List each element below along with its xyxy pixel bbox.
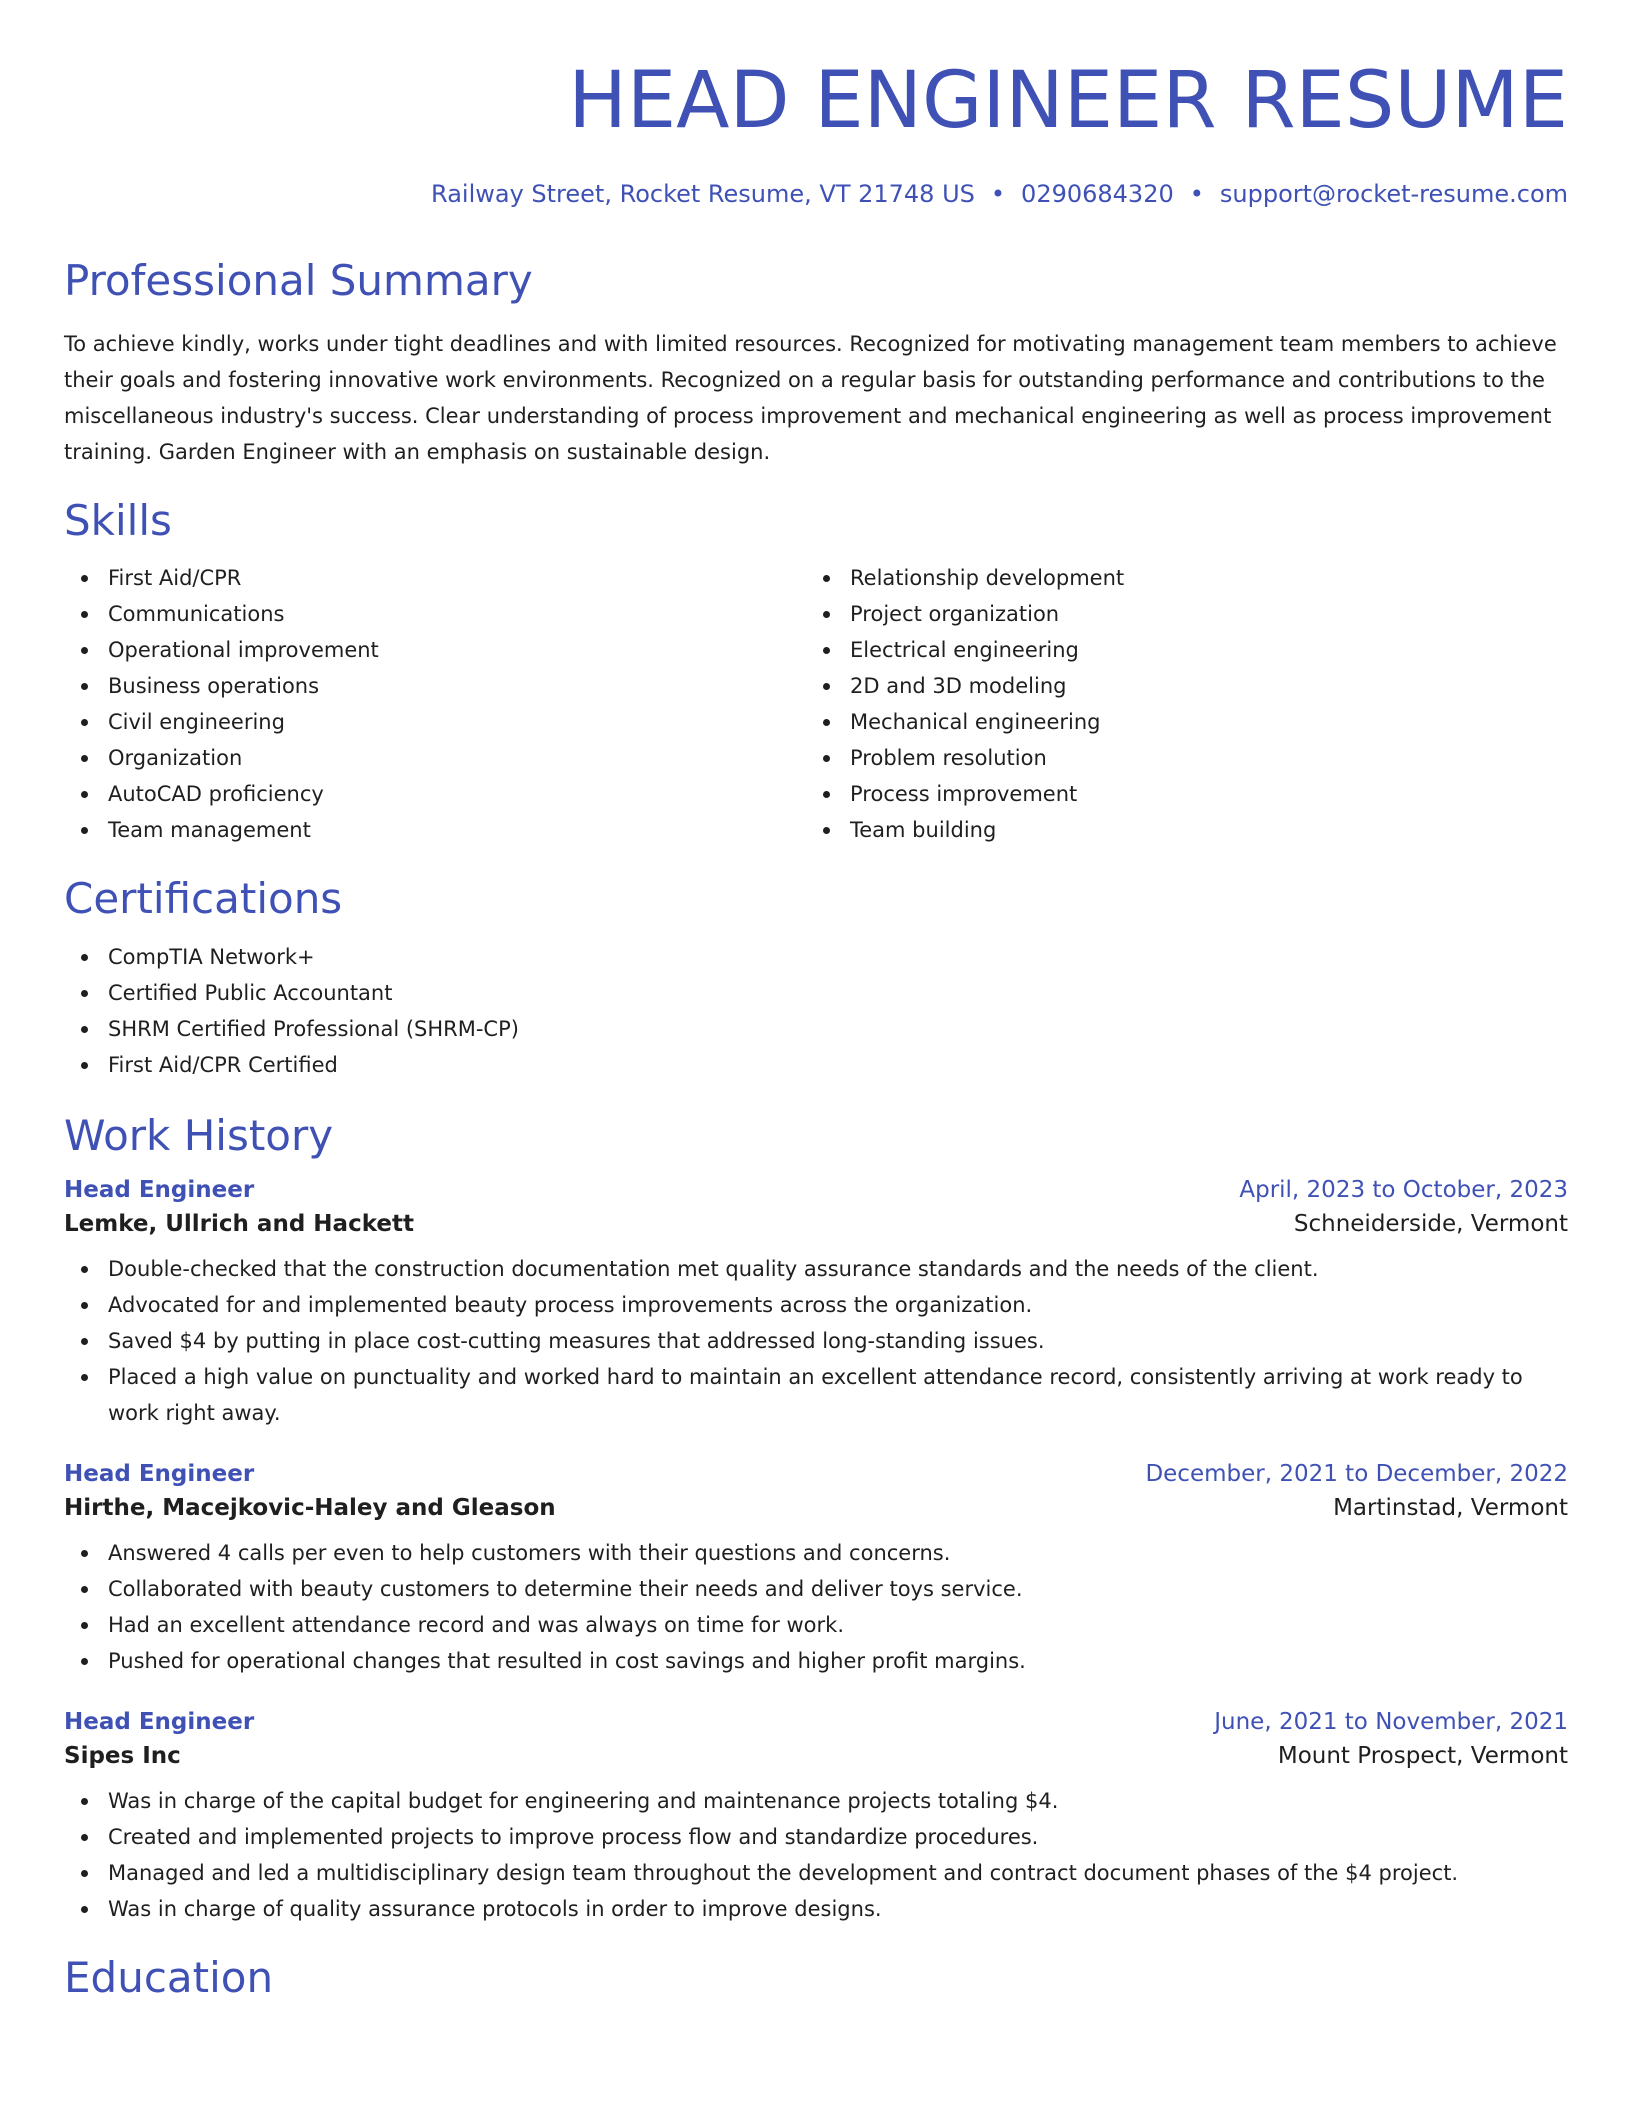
job-title: Head Engineer: [64, 1460, 255, 1487]
education-heading: Education: [64, 1952, 274, 2002]
summary-section: [64, 258, 1568, 470]
skill-item: AutoCAD proficiency: [64, 776, 806, 812]
contact-separator: •: [990, 180, 1006, 208]
certification-item: SHRM Certified Professional (SHRM-CP): [64, 1011, 1568, 1047]
education-section: [64, 1952, 1568, 2002]
skill-item: Business operations: [64, 668, 806, 704]
job-bullet: Was in charge of the capital budget for engineering and maintenance projects totaling $4.: [64, 1783, 1568, 1819]
job-bullets: [64, 1783, 1568, 1927]
job-bullet: Answered 4 calls per even to help customers with their questions and concerns.: [64, 1535, 1568, 1571]
certification-item: First Aid/CPR Certified: [64, 1047, 1568, 1083]
skill-item: First Aid/CPR: [64, 560, 806, 596]
job-header-row: [64, 1461, 1568, 1487]
certifications-section: [64, 876, 1568, 1082]
skill-item: 2D and 3D modeling: [806, 668, 1548, 704]
job-company-row: [64, 1495, 1568, 1521]
summary-text: To achieve kindly, works under tight deadlines and with limited resources. Recognized for motivating management team members to achieve their goals and fostering innovative work environments. Recognized on a regular basis for outstanding performance and contributions to the miscellaneous industry's success. Clear understanding of process improvement and mechanical engineering as well as process improvement training. Garden Engineer with an emphasis on sustainable design.: [64, 332, 1557, 465]
job-header-row: [64, 1709, 1568, 1735]
work-history-section: [64, 1110, 1568, 1927]
job-bullet: Placed a high value on punctuality and worked hard to maintain an excellent attendance record, consistently arriving at work ready to work right away.: [64, 1359, 1568, 1431]
job-bullet: Pushed for operational changes that resulted in cost savings and higher profit margins.: [64, 1643, 1568, 1679]
skill-item: Team building: [806, 812, 1548, 848]
resume-page: [64, 0, 1568, 2001]
contact-email[interactable]: support@rocket-resume.com: [1219, 180, 1568, 208]
skills-left-list: [64, 560, 806, 848]
job-company: Lemke, Ullrich and Hackett: [64, 1210, 414, 1237]
job-title: Head Engineer: [64, 1708, 255, 1735]
certification-item: CompTIA Network+: [64, 939, 1568, 975]
skill-item: Relationship development: [806, 560, 1548, 596]
contact-address: Railway Street, Rocket Resume, VT 21748 US: [431, 180, 975, 208]
resume-title: HEAD ENGINEER RESUME: [568, 56, 1568, 146]
skills-right-list: [806, 560, 1548, 848]
job-dates: April, 2023 to October, 2023: [1239, 1176, 1568, 1203]
job-bullet: Managed and led a multidisciplinary design team throughout the development and contract document phases of the $4 project.: [64, 1855, 1568, 1891]
skill-item: Process improvement: [806, 776, 1548, 812]
skills-grid: [64, 560, 1568, 848]
summary-heading: Professional Summary: [64, 256, 533, 305]
job-entry: [64, 1709, 1568, 1927]
skills-heading: Skills: [64, 496, 172, 546]
skill-item: Mechanical engineering: [806, 704, 1548, 740]
job-entry: [64, 1461, 1568, 1679]
skills-section: [64, 498, 1568, 848]
skill-item: Organization: [64, 740, 806, 776]
skill-item: Project organization: [806, 596, 1548, 632]
job-bullet: Advocated for and implemented beauty process improvements across the organization.: [64, 1287, 1568, 1323]
job-company: Hirthe, Macejkovic-Haley and Gleason: [64, 1494, 556, 1521]
certifications-list: [64, 939, 1568, 1083]
job-bullet: Was in charge of quality assurance protocols in order to improve designs.: [64, 1891, 1568, 1927]
job-bullets: [64, 1251, 1568, 1431]
skill-item: Team management: [64, 812, 806, 848]
certifications-heading: Certifications: [64, 874, 343, 924]
job-dates: December, 2021 to December, 2022: [1145, 1460, 1568, 1487]
job-bullet: Saved $4 by putting in place cost-cutting measures that addressed long-standing issues.: [64, 1323, 1568, 1359]
jobs-container: [64, 1177, 1568, 1927]
job-title: Head Engineer: [64, 1176, 255, 1203]
contact-phone: 0290684320: [1021, 180, 1174, 208]
job-bullet: Had an excellent attendance record and was always on time for work.: [64, 1607, 1568, 1643]
job-bullet: Collaborated with beauty customers to determine their needs and deliver toys service.: [64, 1571, 1568, 1607]
skill-item: Communications: [64, 596, 806, 632]
job-entry: [64, 1177, 1568, 1431]
contact-separator: •: [1189, 180, 1204, 208]
skill-item: Civil engineering: [64, 704, 806, 740]
job-bullet: Double-checked that the construction documentation met quality assurance standards and the needs of the client.: [64, 1251, 1568, 1287]
job-header-row: [64, 1177, 1568, 1203]
skill-item: Electrical engineering: [806, 632, 1548, 668]
job-company-row: [64, 1211, 1568, 1237]
job-bullets: [64, 1535, 1568, 1679]
job-location: Mount Prospect, Vermont: [1277, 1742, 1568, 1769]
skill-item: Operational improvement: [64, 632, 806, 668]
job-company: Sipes Inc: [64, 1742, 181, 1769]
job-dates: June, 2021 to November, 2021: [1214, 1708, 1568, 1735]
job-bullet: Created and implemented projects to improve process flow and standardize procedures.: [64, 1819, 1568, 1855]
job-company-row: [64, 1743, 1568, 1769]
work-history-heading: Work History: [64, 1110, 334, 1160]
contact-line: [64, 180, 1568, 208]
certification-item: Certified Public Accountant: [64, 975, 1568, 1011]
job-location: Martinstad, Vermont: [1333, 1494, 1568, 1521]
job-location: Schneiderside, Vermont: [1293, 1210, 1568, 1237]
skill-item: Problem resolution: [806, 740, 1548, 776]
